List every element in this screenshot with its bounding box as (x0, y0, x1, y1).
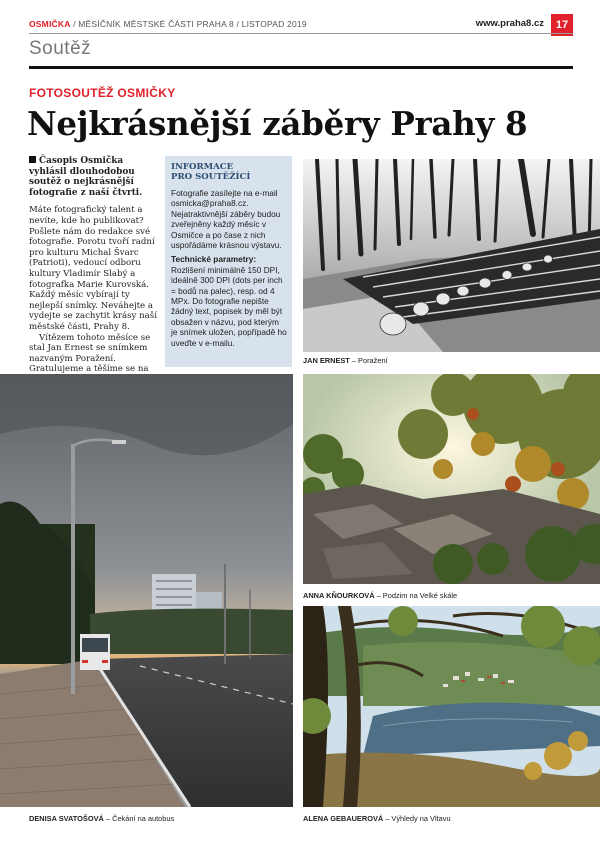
section-divider (29, 66, 573, 69)
article-paragraph: Vítězem tohoto měsíce se stal Jan Ernest se snímkem nazvaným Poražení. Gratulujeme a těšíme se na (29, 332, 151, 375)
header-masthead (29, 19, 307, 29)
photo-bus-stop (0, 374, 293, 807)
photo-caption (303, 591, 457, 600)
lead-square-icon (29, 156, 36, 163)
felled-trees-image (303, 159, 600, 352)
info-box-title (171, 162, 287, 182)
header-subtitle: / MĚSÍČNÍK MĚSTSKÉ ČÁSTI PRAHA 8 / LISTOPAD 2019 (70, 19, 307, 29)
vltava-view-image (303, 606, 600, 807)
page-number-badge: 17 (551, 14, 573, 36)
header-divider (29, 33, 573, 34)
article-lead-text: Časopis Osmička vyhlásil dlouhodobou soutěž o nejkrásnější fotografie z naší čtvrti. (29, 156, 143, 198)
photo-vltava-view (303, 606, 600, 807)
article-lead (29, 156, 157, 198)
contest-info-box (165, 156, 292, 367)
photo-caption (303, 814, 451, 823)
caption-author: JAN ERNEST (303, 356, 350, 365)
autumn-rock-image (303, 374, 600, 584)
caption-title: – Výhledy na Vltavu (383, 814, 451, 823)
photo-caption (303, 356, 388, 365)
article-headline: Nejkrásnější záběry Prahy 8 (27, 104, 528, 143)
article-text-column (29, 156, 157, 398)
photo-caption (29, 814, 174, 823)
caption-author: ALENA GEBAUEROVÁ (303, 814, 384, 823)
info-box-text: Rozlišení minimálně 150 DPI, ideálně 300 DPI (dots per inch = bodů na palec), resp. od 4 MPx. Do fotografie nepište žádný text, popisek by měl být obsažen v názvu, pod kterým je snímek uložen, popřípadě ho uveďte v e-mailu. (171, 264, 287, 348)
caption-author: ANNA KŇOURKOVÁ (303, 591, 375, 600)
caption-title: – Čekání na autobus (103, 814, 175, 823)
page-header (29, 17, 600, 37)
header-brand: OSMIČKA (29, 19, 71, 29)
caption-title: – Poražení (349, 356, 388, 365)
article-kicker: FOTOSOUTĚŽ OSMIČKY (29, 86, 176, 100)
info-box-title-line: INFORMACE (171, 162, 234, 172)
info-box-text: Fotografie zasílejte na e-mail osmicka@praha8.cz. Nejatraktivnější záběry budou zveřejněny každý měsíc v Osmičce a po čase z nich uspořádáme krásnou výstavu. (171, 188, 282, 251)
caption-title: – Podzim na Velké skále (374, 591, 458, 600)
info-box-title-line: PRO SOUTĚŽÍCÍ (171, 172, 251, 182)
article-paragraph: Máte fotografický talent a nevíte, kde ho publikovat? Pošlete nám do redakce své fotografie. Porotu tvoří radní pro kulturu Michal Švarc (Patrioti), vedoucí odboru kultury Vladimír Slabý a fotografka Marie Kurovská. Každý měsíc vybírají ty nejlepší snímky. Neváhejte a vydejte se zachytit krásy naší městské části, Prahy 8. (29, 205, 157, 332)
bus-stop-image (0, 374, 293, 807)
info-box-subheading: Technické parametry: (171, 254, 257, 265)
photo-felled-trees (303, 159, 600, 352)
caption-author: DENISA SVATOŠOVÁ (29, 814, 104, 823)
photo-autumn-rock (303, 374, 600, 584)
section-title: Soutěž (29, 38, 92, 59)
header-website[interactable]: www.praha8.cz (475, 18, 544, 29)
